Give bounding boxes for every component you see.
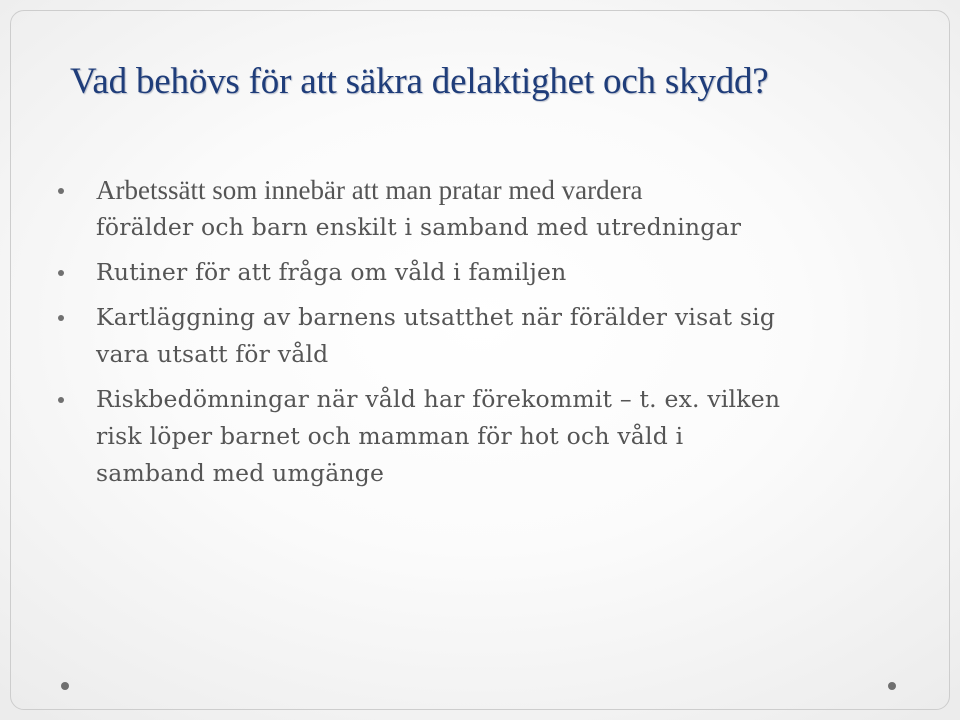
bullet-item [58, 254, 918, 291]
bullet-text [96, 254, 918, 291]
bullet-icon [58, 315, 64, 321]
bullet-line: Riskbedömningar när våld har förekommit – t. ex. vilken [96, 385, 781, 413]
bullet-line: förälder och barn enskilt i samband med utredningar [96, 213, 742, 241]
bullet-line: Rutiner för att fråga om våld i familjen [96, 258, 567, 286]
bullet-item [58, 172, 918, 246]
bullet-icon [58, 270, 64, 276]
bullet-line: Kartläggning av barnens utsatthet när förälder visat sig [96, 303, 776, 331]
bullet-text [96, 299, 918, 373]
bullet-icon [58, 397, 64, 403]
bullet-icon [58, 188, 64, 194]
bullet-line: Arbetssätt som innebär att man pratar med vardera [96, 175, 643, 205]
bullet-text [96, 172, 918, 246]
slide-title: Vad behövs för att säkra delaktighet och skydd? [70, 61, 769, 102]
dot-icon [888, 682, 896, 690]
dot-icon [61, 682, 69, 690]
bullet-item [58, 299, 918, 373]
bullet-line: risk löper barnet och mamman för hot och våld i [96, 422, 684, 450]
bullet-line: vara utsatt för våld [96, 340, 329, 368]
bullet-text [96, 381, 918, 492]
bullet-list [58, 172, 918, 500]
bullet-item [58, 381, 918, 492]
bullet-line: samband med umgänge [96, 459, 385, 487]
